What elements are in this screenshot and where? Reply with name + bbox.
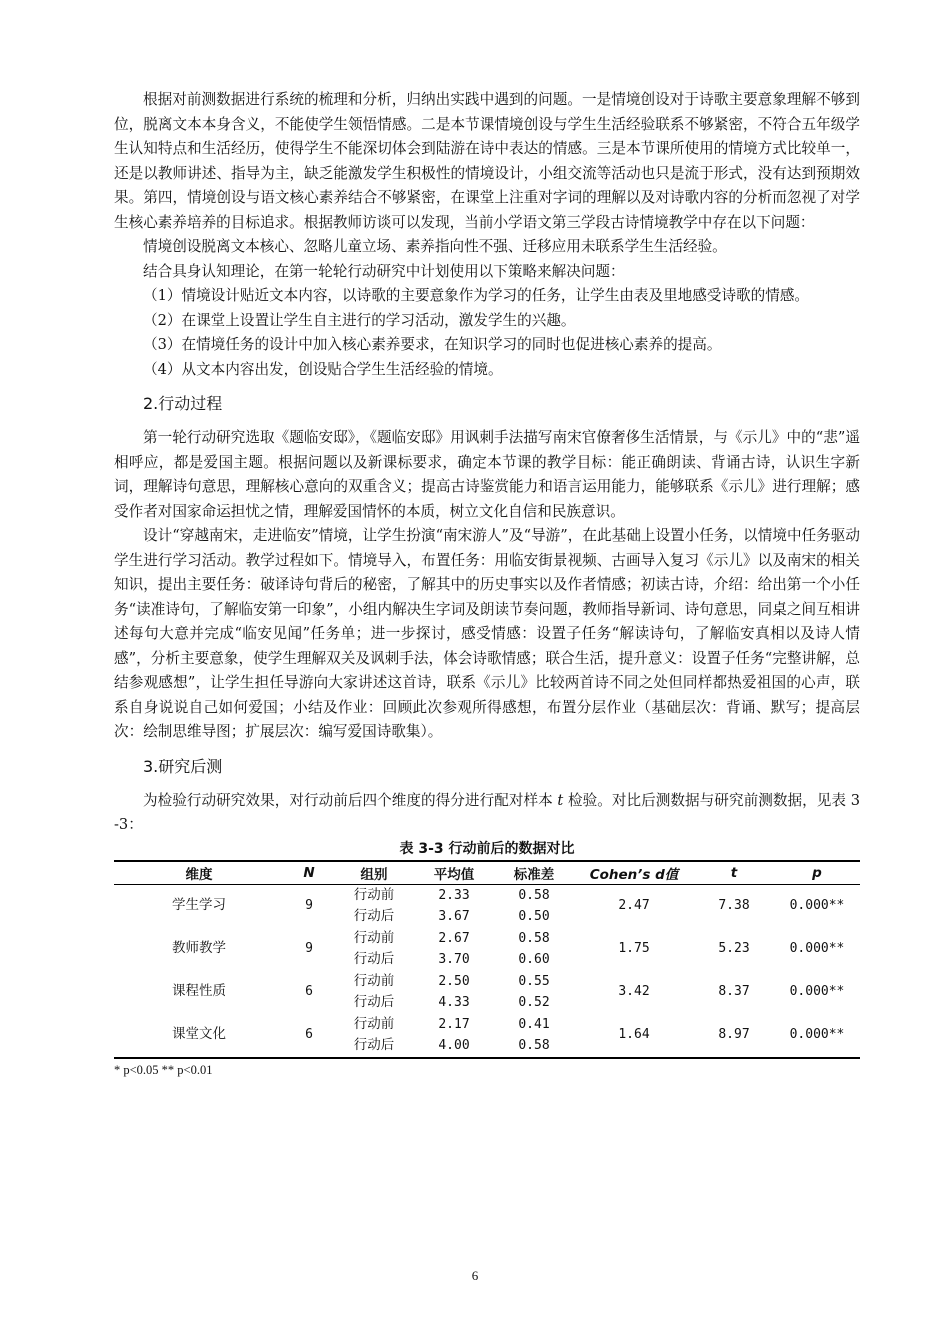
table-row (114, 971, 860, 993)
cell-group: 行动后 (353, 908, 395, 924)
paragraph-problems: 根据对前测数据进行系统的梳理和分析，归纳出实践中遇到的问题。一是情境创设对于诗歌主要意象理解不够到位，脱离文本本身含义，不能使学生领悟情感。二是本节课情境创设与学生生活经验联系不够紧密，不符合五年级学生认知特点和生活经历，使得学生不能深切体会到陆游在诗中表达的情感。三是本节课所使用的情境方式比较单一，还是以教师讲述、指导为主，缺乏能激发学生积极性的情境设计，小组交流等活动也只是流于形式，没有达到预期效果。第四，情境创设与语文核心素养结合不够紧密，在课堂上注重对字词的理解以及对诗歌内容的分析而忽视了对学生核心素养培养的目标追求。根据教师访谈可以发现，当前小学语文第三学段古诗情境教学中存在以下问题： (114, 91, 860, 231)
cell-p: 0.000** (789, 984, 845, 1000)
cell-t: 8.97 (694, 1014, 774, 1058)
header-cohens-d: Cohen’s d值 (574, 861, 694, 885)
cell-t: 5.23 (718, 941, 750, 957)
cell-t: 7.38 (718, 898, 750, 914)
header-group: 组别 (334, 861, 414, 885)
paragraph-post-test: 为检验行动研究效果，对行动前后四个维度的得分进行配对样本 t 检验。对比后测数据与研究前测数据，见表 3-3： (114, 791, 860, 833)
paragraph-lesson-choice: 第一轮行动研究选取《题临安邸》，《题临安邸》用讽刺手法描写南宋官僚奢侈生活情景，与《示儿》中的“悲”遥相呼应，都是爱国主题。根据问题以及新课标要求，确定本节课的教学目标：能正确朗读、背诵古诗，认识生字新词，理解诗句意思，理解核心意向的双重含义；提高古诗鉴赏能力和语言运用能力，能够联系《示儿》进行理解；感受作者对国家命运担忧之情，理解爱国情怀的本质，树立文化自信和民族意识。 (114, 429, 860, 520)
results-table (114, 860, 860, 1059)
cell-cohens-d: 2.47 (618, 898, 650, 914)
cell-sd: 0.41 (518, 1016, 550, 1032)
strategy-item-3: （3）在情境任务的设计中加入核心素养要求，在知识学习的同时也促进核心素养的提高。 (143, 336, 722, 353)
table-caption: 表 3-3 行动前后的数据对比 (399, 840, 575, 857)
table-row (114, 928, 860, 950)
header-mean: 平均值 (414, 861, 494, 885)
header-n: N (284, 861, 334, 885)
cell-group: 行动后 (334, 1035, 414, 1058)
cell-cohens-d: 3.42 (618, 984, 650, 1000)
strategy-item-1: （1）情境设计贴近文本内容，以诗歌的主要意象作为学习的任务，让学生由表及里地感受诗歌的情感。 (143, 287, 810, 304)
section-heading-action-process: 2.行动过程 (143, 394, 223, 413)
cell-mean: 2.50 (438, 973, 470, 989)
cell-sd: 0.58 (518, 887, 550, 903)
cell-dimension: 课程性质 (172, 983, 226, 1000)
cell-mean: 2.33 (438, 887, 470, 903)
cell-dimension: 教师教学 (172, 940, 226, 957)
cell-group: 行动后 (353, 994, 395, 1010)
cell-dimension: 学生学习 (172, 897, 226, 914)
cell-p: 0.000** (774, 1014, 860, 1058)
paragraph-strategy-intro: 结合具身认知理论，在第一轮轮行动研究中计划使用以下策略来解决问题： (143, 262, 625, 280)
section-heading-post-test: 3.研究后测 (143, 756, 223, 776)
cell-mean: 4.33 (438, 995, 470, 1010)
header-t: t (694, 861, 774, 885)
t-symbol: t (557, 791, 564, 809)
cell-group: 行动前 (353, 886, 395, 903)
cell-p: 0.000** (789, 941, 845, 957)
paragraph-lesson-design: 设计“穿越南宋，走进临安”情境，让学生扮演“南宋游人”及“导游”，在此基础上设置小任务，以情境中任务驱动学生进行学习活动。教学过程如下。情境导入，布置任务：用临安街景视频、古画导入复习《示儿》以及南宋的相关知识，提出主要任务：破译诗句背后的秘密，了解其中的历史事实以及作者情感；初读古诗，介绍：给出第一个小任务“读准诗句，了解临安第一印象”，小组内解决生字词及朗读节奏问题，教师指导新词、诗句意思，同桌之间互相讲述每句大意并完成“临安见闻”任务单；进一步探讨，感受情感：设置子任务“解读诗句，了解临安真相以及诗人情感”，分析主要意象，使学生理解双关及讽刺手法，体会诗歌情感；联合生活，提升意义：设置子任务“完整讲解，总结参观感想”，让学生担任导游向大家讲述这首诗，联系《示儿》比较两首诗不同之处但同样都热爱祖国的心声，联系自身说说自己如何爱国；小结及作业：回顾此次参观所得感想，布置分层作业（基础层次：背诵、默写；提高层次：绘制思维导图；扩展层次：编写爱国诗歌集）。 (114, 527, 860, 740)
header-p: p (774, 861, 860, 885)
cell-group: 行动前 (353, 972, 395, 989)
cell-cohens-d: 1.64 (574, 1014, 694, 1058)
strategy-item-4: （4）从文本内容出发，创设贴合学生生活经验的情境。 (143, 360, 503, 378)
cell-sd: 0.52 (518, 995, 550, 1010)
strategy-item-2: （2）在课堂上设置让学生自主进行的学习活动，激发学生的兴趣。 (143, 311, 576, 329)
cell-group: 行动前 (353, 929, 395, 946)
cell-mean: 4.00 (414, 1035, 494, 1058)
header-sd: 标准差 (494, 861, 574, 885)
cell-mean: 2.17 (438, 1016, 470, 1032)
table-row (114, 1014, 860, 1036)
table-note: * p<0.05 ** p<0.01 (114, 1062, 213, 1077)
cell-n: 6 (284, 1014, 334, 1058)
cell-sd: 0.60 (518, 952, 550, 967)
page-body (114, 88, 860, 1078)
cell-sd: 0.58 (518, 930, 550, 946)
cell-sd: 0.58 (494, 1035, 574, 1058)
cell-group: 行动后 (353, 951, 395, 967)
cell-n: 9 (305, 941, 313, 957)
cell-sd: 0.50 (518, 909, 550, 924)
table-row (114, 884, 860, 906)
cell-n: 9 (305, 898, 313, 914)
cell-sd: 0.55 (518, 973, 550, 989)
header-dimension: 维度 (114, 861, 284, 885)
cell-p: 0.000** (789, 898, 845, 914)
page-number: 6 (471, 1268, 479, 1283)
paragraph-issues-summary: 情境创设脱离文本核心、忽略儿童立场、素养指向性不强、迁移应用未联系学生生活经验。 (143, 238, 727, 255)
cell-n: 6 (305, 984, 313, 1000)
cell-cohens-d: 1.75 (618, 941, 650, 957)
cell-t: 8.37 (718, 984, 750, 1000)
cell-mean: 2.67 (438, 930, 470, 946)
cell-dimension: 课堂文化 (114, 1014, 284, 1058)
cell-mean: 3.70 (438, 952, 470, 967)
cell-group: 行动前 (353, 1015, 395, 1032)
table-header-row (114, 861, 860, 885)
cell-mean: 3.67 (438, 909, 470, 924)
